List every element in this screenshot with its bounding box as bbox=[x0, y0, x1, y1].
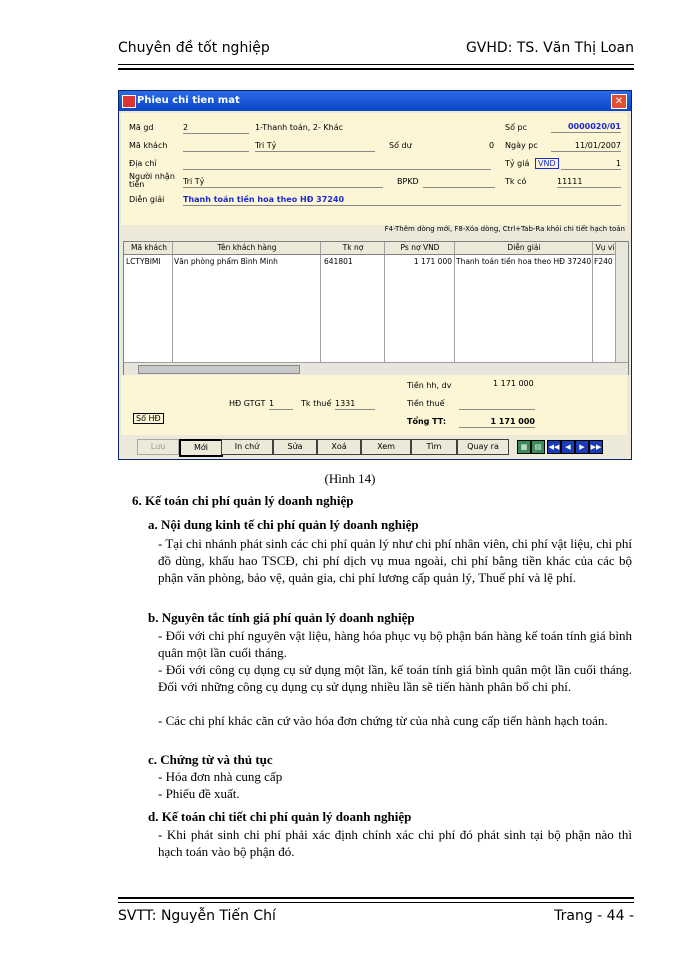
header-rule-thick bbox=[118, 68, 634, 70]
col-vu-viec[interactable]: Vụ vi bbox=[595, 243, 615, 252]
ngay-pc-input[interactable]: 11/01/2007 bbox=[551, 141, 621, 152]
voucher-form bbox=[121, 113, 627, 225]
grid-divider bbox=[592, 242, 593, 362]
find-button[interactable]: Tìm bbox=[411, 439, 457, 455]
section-b-text2: - Đối với công cụ dụng cụ sử dụng một lần, kế toán tính giá bình quân một lần cuối tháng. Đối với những công cụ dụng cụ sử dụng nhiều lần sẽ tiến hành phân bổ chi phí. bbox=[158, 662, 632, 694]
grid-divider bbox=[384, 242, 385, 362]
cell-ps-no[interactable]: 1 171 000 bbox=[413, 257, 452, 266]
cell-ma-khach[interactable]: LCTYBIMI bbox=[126, 257, 161, 266]
window-title: Phieu chi tien mat bbox=[137, 95, 240, 106]
summary-panel bbox=[121, 375, 627, 435]
ma-khach-label: Mã khách bbox=[129, 141, 168, 150]
col-dien-giai[interactable]: Diễn giải bbox=[507, 243, 541, 252]
section-d-title: d. Kế toán chi tiết chi phí quản lý doanh nghiệp bbox=[148, 809, 412, 824]
col-ten-khach[interactable]: Tên khách hàng bbox=[217, 243, 277, 252]
section-6-title: 6. Kế toán chi phí quản lý doanh nghiệp bbox=[132, 493, 354, 508]
tien-thue-input[interactable] bbox=[459, 399, 535, 410]
header-rule bbox=[118, 64, 634, 65]
tk-thue-label: Tk thuế bbox=[301, 399, 332, 408]
hd-gtgt-label: HĐ GTGT bbox=[229, 399, 266, 408]
so-pc-input[interactable]: 0000020/01 bbox=[551, 122, 621, 133]
footer-rule bbox=[118, 902, 634, 903]
keyboard-hint: F4-Thêm dòng mới, F8-Xóa dòng, Ctrl+Tab-Ra khỏi chi tiết hạch toán bbox=[384, 225, 625, 233]
app-icon bbox=[122, 95, 136, 108]
section-b-title: b. Nguyên tắc tính giá phí quản lý doanh nghiệp bbox=[148, 610, 415, 625]
ma-khach-input[interactable] bbox=[183, 141, 249, 152]
title-bar bbox=[119, 91, 631, 111]
tien-hh-value: 1 171 000 bbox=[493, 379, 534, 388]
grid-divider bbox=[320, 242, 321, 362]
print-button[interactable]: In chứ bbox=[221, 439, 273, 455]
col-ps-no[interactable]: Ps nợ VND bbox=[400, 243, 440, 252]
nguoi-nhan-label: Người nhận tiền bbox=[129, 172, 175, 189]
grid-divider bbox=[172, 242, 173, 362]
so-du-label: Số dư bbox=[389, 141, 412, 150]
close-icon[interactable]: ✕ bbox=[611, 94, 627, 109]
footer-left: SVTT: Nguyễn Tiến Chí bbox=[118, 908, 276, 924]
tk-thue-input[interactable]: 1331 bbox=[335, 399, 375, 410]
section-c-text1: - Hóa đơn nhà cung cấp bbox=[158, 769, 283, 784]
view-button[interactable]: Xem bbox=[361, 439, 411, 455]
footer-right: Trang - 44 - bbox=[554, 908, 634, 924]
first-icon[interactable]: ◀◀ bbox=[547, 440, 561, 454]
so-hd-button[interactable]: Số HĐ bbox=[133, 413, 164, 424]
cell-vu-viec[interactable]: F240 bbox=[594, 257, 613, 266]
ma-gd-input[interactable]: 2 bbox=[183, 123, 249, 134]
section-b-text1: - Đối với chi phí nguyên vật liệu, hàng hóa phục vụ bộ phận bán hàng kế toán tính giá bình quân một lần cuối tháng. bbox=[158, 628, 632, 660]
so-pc-label: Số pc bbox=[505, 123, 527, 132]
last-icon[interactable]: ▶▶ bbox=[589, 440, 603, 454]
figure-caption: (Hình 14) bbox=[324, 471, 376, 486]
tong-tt-label: Tổng TT: bbox=[407, 417, 447, 426]
next-icon[interactable]: ▶ bbox=[575, 440, 589, 454]
tk-co-label: Tk có bbox=[505, 177, 527, 186]
section-a-text: - Tại chi nhánh phát sinh các chi phí quản lý như chi phí nhân viên, chi phí vật liệu, chi phí đồ dùng, khấu hao TSCĐ, chi phí dịch vụ mua ngoài, chi phí bằng tiền khác của các bộ phận văn phòng, bảo vệ, quản gia, chi phí lương cấp quản lý, Thuế phí và lệ phí. bbox=[158, 536, 632, 585]
tk-co-input[interactable]: 11111 bbox=[557, 177, 621, 188]
new-button[interactable]: Mới bbox=[179, 439, 223, 457]
delete-button[interactable]: Xoá bbox=[317, 439, 361, 455]
col-tk-no[interactable]: Tk nợ bbox=[342, 243, 364, 252]
footer-rule-thick bbox=[118, 897, 634, 899]
nguoi-nhan-input[interactable]: Tri Tỷ bbox=[183, 177, 383, 188]
scroll-thumb[interactable] bbox=[138, 365, 300, 374]
tong-tt-value: 1 171 000 bbox=[459, 417, 535, 428]
hd-gtgt-input[interactable]: 1 bbox=[269, 399, 293, 410]
button-bar bbox=[121, 437, 627, 457]
ty-gia-input[interactable]: 1 bbox=[561, 159, 621, 170]
grid-divider bbox=[454, 242, 455, 362]
ngay-pc-label: Ngày pc bbox=[505, 141, 538, 150]
section-d-text: - Khi phát sinh chi phí phải xác định chính xác chi phí đó phát sinh tại bộ phận nào thì hạch toán vào bộ phận đó. bbox=[158, 827, 632, 859]
tien-hh-label: Tiền hh, dv bbox=[407, 381, 452, 390]
col-ma-khach[interactable]: Mã khách bbox=[130, 243, 168, 252]
ma-gd-label: Mã gd bbox=[129, 123, 154, 132]
edit-button[interactable]: Sửa bbox=[273, 439, 317, 455]
section-c-title: c. Chứng từ và thủ tục bbox=[148, 752, 273, 767]
dien-giai-label: Diễn giải bbox=[129, 195, 165, 204]
section-a-title: a. Nội dung kinh tế chi phí quản lý doanh nghiệp bbox=[148, 517, 419, 532]
section-c-text2: - Phiếu đề xuất. bbox=[158, 786, 240, 801]
ty-gia-label: Tỷ giá bbox=[505, 159, 530, 168]
tien-thue-label: Tiền thuế bbox=[407, 399, 445, 408]
dia-chi-input[interactable] bbox=[183, 159, 491, 170]
page-footer bbox=[118, 908, 634, 930]
dien-giai-input[interactable]: Thanh toán tiền hoa theo HĐ 37240 bbox=[183, 195, 621, 206]
calendar-icon[interactable]: ▤ bbox=[531, 440, 545, 454]
exit-button[interactable]: Quay ra bbox=[457, 439, 509, 455]
header-left: Chuyên đề tốt nghiệp bbox=[118, 40, 270, 56]
save-button[interactable]: Lưu bbox=[137, 439, 179, 455]
prev-icon[interactable]: ◀ bbox=[561, 440, 575, 454]
so-du-value: 0 bbox=[489, 141, 495, 150]
horizontal-scrollbar[interactable] bbox=[124, 362, 628, 375]
cash-voucher-window bbox=[118, 90, 632, 460]
header-right: GVHD: TS. Văn Thị Loan bbox=[465, 40, 634, 56]
bpkd-label: BPKD bbox=[397, 177, 419, 186]
cell-dien-giai[interactable]: Thanh toán tiền hoa theo HĐ 37240 bbox=[456, 257, 592, 266]
cell-tk-no[interactable]: 641801 bbox=[324, 257, 353, 266]
bpkd-input[interactable] bbox=[423, 177, 495, 188]
dia-chi-label: Địa chỉ bbox=[129, 159, 157, 168]
detail-grid bbox=[123, 241, 629, 375]
grid-header bbox=[124, 242, 628, 255]
currency-badge[interactable]: VND bbox=[535, 158, 559, 169]
ma-khach-name: Tri Tỷ bbox=[255, 141, 375, 152]
calc-icon[interactable]: ▦ bbox=[517, 440, 531, 454]
cell-ten-khach[interactable]: Văn phòng phẩm Bình Minh bbox=[174, 257, 278, 266]
section-b-text3: - Các chi phí khác căn cứ vào hóa đơn chứng từ của nhà cung cấp tiến hành hạch toán. bbox=[158, 713, 608, 728]
ma-gd-note: 1-Thanh toán, 2- Khác bbox=[255, 123, 344, 132]
page-header bbox=[118, 40, 634, 62]
vertical-scrollbar[interactable] bbox=[615, 242, 628, 362]
